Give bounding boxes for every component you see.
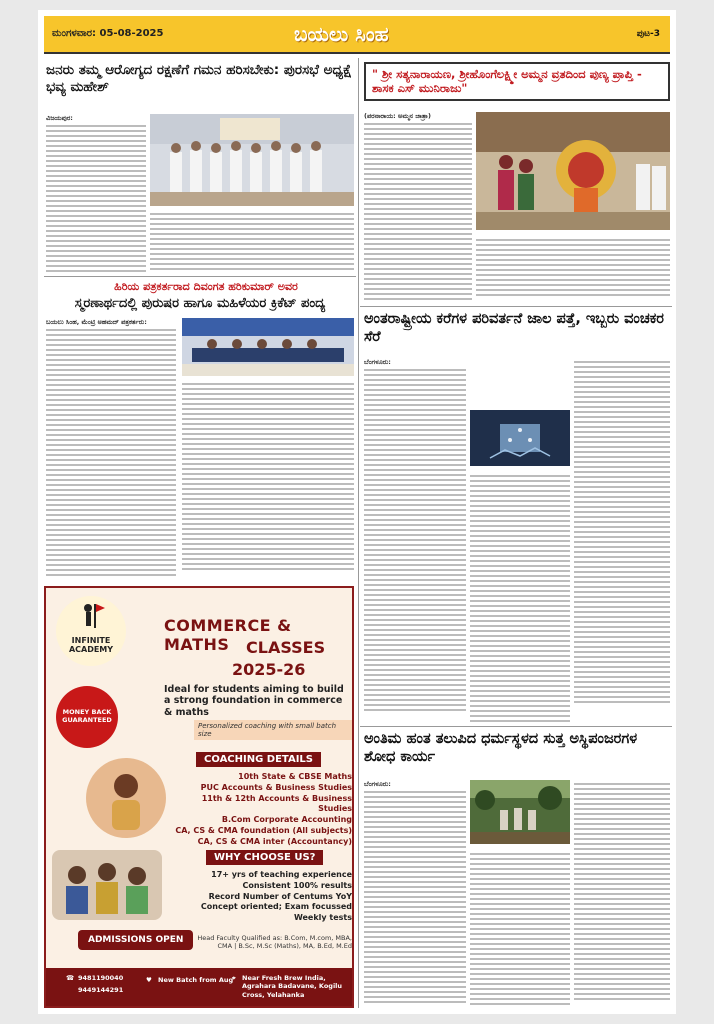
article3-photo xyxy=(182,318,354,376)
student-photo xyxy=(86,748,166,848)
article5-body-col2 xyxy=(470,850,570,1008)
column-divider xyxy=(358,58,359,1008)
heart-icon: ♥ xyxy=(146,976,152,984)
ad-headline-classes: CLASSES xyxy=(246,638,326,657)
section-divider xyxy=(44,276,356,277)
article2-body xyxy=(364,112,472,302)
new-batch-note: New Batch from Aug xyxy=(158,976,234,984)
why-list xyxy=(166,870,352,924)
article5-photo xyxy=(470,780,570,844)
why-item: Concept oriented; Exam focussed xyxy=(200,902,352,912)
article2-byline: (ಪರನಾರಾಯ: ಅಮ್ಮನ ಜಾತ್ರಾ) xyxy=(364,112,431,120)
article5-body-col3 xyxy=(574,780,670,1008)
phone-icon: ☎ xyxy=(66,974,75,982)
article3-body-cont xyxy=(182,380,354,580)
academy-logo xyxy=(56,596,126,672)
person-flag-icon xyxy=(78,602,106,634)
article3-body xyxy=(46,318,176,580)
article4-body-col3 xyxy=(574,358,670,722)
ad-address: Near Fresh Brew India, Agrahara Badavane, Kogilu Cross, Yelahanka xyxy=(242,974,343,999)
section-divider xyxy=(360,726,672,727)
article5-headline: ಅಂತಿಮ ಹಂತ ತಲುಪಿದ ಧರ್ಮಸ್ಥಳದ ಸುತ್ತ ಅಸ್ಥಿಪಂಜರಗಳ ಶೋಧ ಕಾರ್ಯ xyxy=(364,731,638,766)
article4-body-col2 xyxy=(470,472,570,722)
coaching-details-title: COACHING DETAILS xyxy=(196,752,321,767)
article2-photo xyxy=(476,112,670,230)
article4-body xyxy=(364,358,466,722)
masthead xyxy=(44,16,670,54)
article4-headline: ಅಂತರಾಷ್ಟ್ರೀಯ ಕರೆಗಳ ಪರಿವರ್ತನೆ ಜಾಲ ಪತ್ತೆ, ಇಬ್ಬರು ವಂಚಕರ ಸೆರೆ xyxy=(364,311,664,346)
phone-number-1: 9481190040 xyxy=(78,974,124,982)
coaching-item: CA, CS & CMA foundation (All subjects) xyxy=(175,825,352,835)
location-pin-icon: ⌖ xyxy=(232,974,236,982)
coaching-item: 11th & 12th Accounts & Business Studies xyxy=(201,793,352,814)
coaching-item: 10th State & CBSE Maths xyxy=(238,772,352,781)
article1-photo xyxy=(150,114,354,206)
article1-body xyxy=(46,114,146,274)
article3-headline: ಸ್ಮರಣಾರ್ಥದಲ್ಲಿ ಪುರುಷರ ಹಾಗೂ ಮಹಿಳೆಯರ ಕ್ರಿಕೆಟ್ ಪಂದ್ಯ xyxy=(74,296,326,311)
why-item: Consistent 100% results xyxy=(242,880,352,890)
faculty-qualification: Head Faculty Qualified as: B.Com, M.com, MBA, CMA | B.Sc, M.Sc (Maths), MA, B.Ed, M.Ed xyxy=(197,934,352,951)
article1-byline: ವಿಜಯಪುರ: xyxy=(46,114,73,122)
why-item: Weekly tests xyxy=(293,913,352,923)
page-number: ಪುಟ-3 xyxy=(636,29,660,39)
coaching-item: B.Com Corporate Accounting xyxy=(221,815,352,825)
coaching-list xyxy=(166,772,352,848)
students-group-photo xyxy=(52,850,162,920)
article5-byline: ಬೆಂಗಳೂರು: xyxy=(364,780,391,788)
academy-name: INFINITE ACADEMY xyxy=(68,636,114,654)
money-back-badge: MONEY BACK GUARANTEED xyxy=(56,686,118,748)
ad-headline: COMMERCE & MATHS xyxy=(164,616,292,654)
ad-year: 2025-26 xyxy=(232,660,306,679)
why-item: 17+ yrs of teaching experience xyxy=(211,870,352,879)
issue-date: ಮಂಗಳವಾರ: 05-08-2025 xyxy=(52,28,164,39)
article1-body-cont xyxy=(150,210,354,274)
section-divider xyxy=(360,306,672,307)
why-item: Record Number of Centums YoY xyxy=(208,891,352,901)
phone-number-2: 9449144291 xyxy=(78,986,124,994)
why-choose-title: WHY CHOOSE US? xyxy=(206,850,323,865)
article1-headline: ಜನರು ತಮ್ಮ ಆರೋಗ್ಯದ ರಕ್ಷಣೆಗೆ ಗಮನ ಹರಿಸಬೇಕು: ಪುರಸಭೆ ಅಧ್ಯಕ್ಷೆ ಭವ್ಯ ಮಹೇಶ್ xyxy=(46,62,352,95)
advertisement-infinite-academy xyxy=(44,586,354,1008)
newspaper-page xyxy=(38,10,676,1014)
article3-kicker: ಹಿರಿಯ ಪತ್ರಕರ್ತರಾದ ದಿವಂಗತ ಹರಿಕುಮಾರ್ ಅವರ xyxy=(114,280,298,293)
ad-subtag: Personalized coaching with small batch size xyxy=(194,720,352,740)
article3-byline: ಬಯಲು ಸಿಂಹ, ಮೆಂಟ್ರಿ ಅಹಮದ್ ಪತ್ರಕರ್ತರು: xyxy=(46,318,147,326)
article5-body xyxy=(364,780,466,1008)
coaching-item: PUC Accounts & Business Studies xyxy=(200,782,352,792)
admissions-open-banner: ADMISSIONS OPEN xyxy=(78,930,193,950)
coaching-item: CA, CS & CMA inter (Accountancy) xyxy=(197,836,352,846)
article2-body-cont xyxy=(476,236,670,302)
ad-footer xyxy=(46,968,352,1006)
article4-photo xyxy=(470,410,570,466)
article4-byline: ಬೆಂಗಳೂರು: xyxy=(364,358,391,366)
article2-headline: " ಶ್ರೀ ಸತ್ಯನಾರಾಯಣ, ಶ್ರೀಹೊಂಗೆಲಕ್ಷ್ಮೀ ಅಮ್ಮನ ವ್ರತದಿಂದ ಪುಣ್ಯ ಪ್ರಾಪ್ತಿ - ಶಾಸಕ ಎಸ್ ಮುನಿರಾಜು" xyxy=(364,62,670,101)
ad-tagline: Ideal for students aiming to build a strong foundation in commerce & maths xyxy=(164,684,344,718)
newspaper-title: ಬಯಲು ಸಿಂಹ xyxy=(294,22,389,46)
